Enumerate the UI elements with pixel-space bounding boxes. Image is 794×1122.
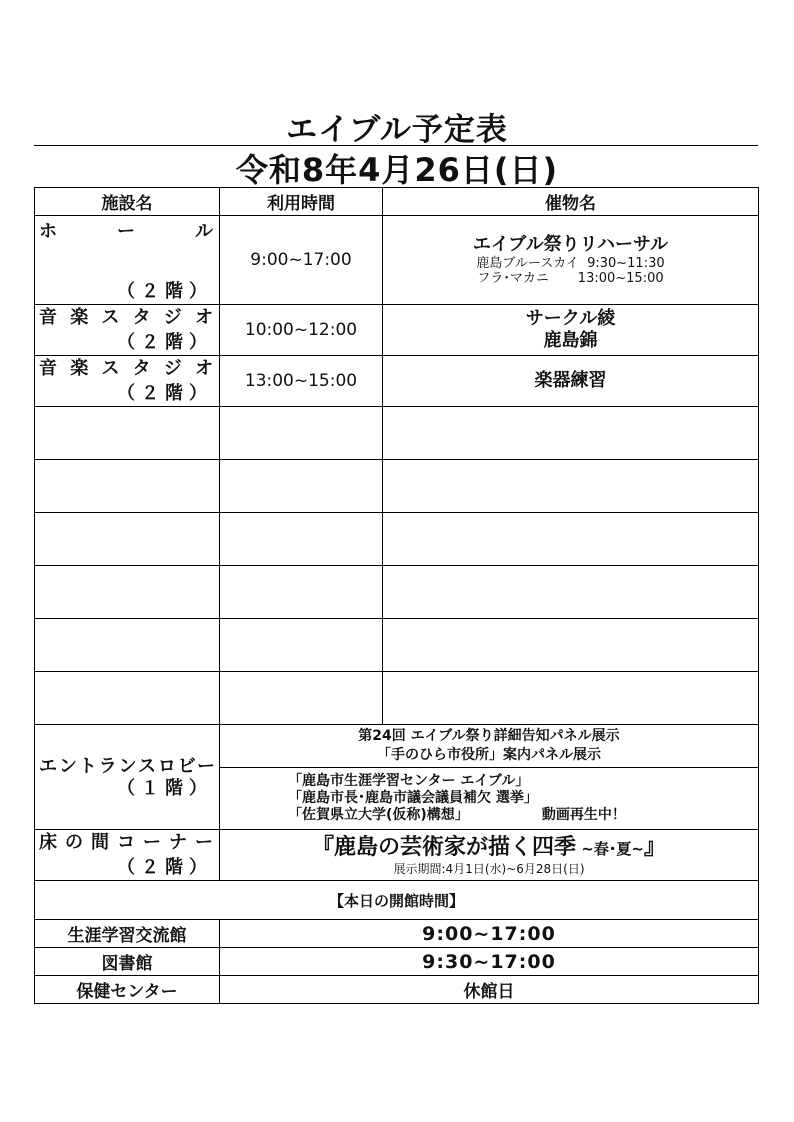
table-row-empty xyxy=(35,566,759,619)
facility-name: 音楽スタジオ xyxy=(39,358,215,379)
empty-cell xyxy=(35,407,220,460)
event-name: 鹿島錦 xyxy=(543,330,598,351)
empty-cell xyxy=(220,566,383,619)
hours-facility: 図書館 xyxy=(35,948,220,976)
empty-cell xyxy=(35,566,220,619)
empty-cell xyxy=(220,407,383,460)
time-cell: 9:00~17:00 xyxy=(220,216,383,305)
table-row xyxy=(35,725,759,768)
empty-cell xyxy=(383,619,759,672)
exhibition-title-season: ~春･夏~ xyxy=(576,839,644,858)
hours-time: 休館日 xyxy=(220,976,759,1004)
empty-cell xyxy=(35,672,220,725)
facility-floor: （２階） xyxy=(117,857,213,878)
lobby-video-cell xyxy=(220,768,759,830)
facility-name: エントランスロビー xyxy=(39,756,215,777)
hours-row xyxy=(35,948,759,976)
facility-name: 床の間コーナー xyxy=(39,832,215,853)
table-row xyxy=(35,305,759,356)
facility-cell xyxy=(35,356,220,407)
hours-facility: 保健センター xyxy=(35,976,220,1004)
header-event: 催物名 xyxy=(383,188,759,216)
hours-header-row xyxy=(35,881,759,920)
empty-cell xyxy=(383,460,759,513)
facility-cell xyxy=(35,830,220,881)
hours-facility: 生涯学習交流館 xyxy=(35,920,220,948)
table-row xyxy=(35,216,759,305)
exhibition-title xyxy=(220,835,758,862)
event-detail: フラ･マカニ 13:00~15:00 xyxy=(477,271,664,286)
hours-time: 9:30~17:00 xyxy=(220,948,759,976)
facility-cell xyxy=(35,305,220,356)
facility-floor: （２階） xyxy=(117,281,213,302)
facility-name: ホ ー ル xyxy=(39,221,215,242)
table-row-empty xyxy=(35,460,759,513)
lobby-exhibit-cell xyxy=(220,725,759,768)
hours-row xyxy=(35,976,759,1004)
table-row-empty xyxy=(35,513,759,566)
exhibition-cell xyxy=(220,830,759,881)
empty-cell xyxy=(35,460,220,513)
time-cell: 10:00~12:00 xyxy=(220,305,383,356)
empty-cell xyxy=(383,566,759,619)
header-time: 利用時間 xyxy=(220,188,383,216)
event-cell xyxy=(383,216,759,305)
exhibition-title-end: 』 xyxy=(643,834,666,860)
lobby-exhibit-line: 第24回 エイブル祭り詳細告知パネル展示 xyxy=(358,728,620,745)
hours-time: 9:00~17:00 xyxy=(220,920,759,948)
facility-cell xyxy=(35,216,220,305)
event-detail: 鹿島ブルースカイ 9:30~11:30 xyxy=(476,256,665,271)
exhibition-title-main: 『鹿島の芸術家が描く四季 xyxy=(312,834,577,860)
event-name: サークル綾 xyxy=(525,308,616,329)
event-name: 楽器練習 xyxy=(534,370,607,391)
table-row-empty xyxy=(35,672,759,725)
event-cell xyxy=(383,305,759,356)
lobby-exhibit-line: 「手のひら市役所」案内パネル展示 xyxy=(377,747,601,764)
facility-name: 音楽スタジオ xyxy=(39,307,215,328)
empty-cell xyxy=(220,460,383,513)
empty-cell xyxy=(220,513,383,566)
schedule-table xyxy=(34,187,759,1004)
table-row-empty xyxy=(35,407,759,460)
table-row-empty xyxy=(35,619,759,672)
empty-cell xyxy=(35,619,220,672)
empty-cell xyxy=(35,513,220,566)
empty-cell xyxy=(383,672,759,725)
header-facility: 施設名 xyxy=(35,188,220,216)
empty-cell xyxy=(220,672,383,725)
table-row xyxy=(35,356,759,407)
empty-cell xyxy=(383,407,759,460)
lobby-video-line: 「鹿島市生涯学習センター エイブル」 xyxy=(288,773,530,790)
lobby-video-line: 「佐賀県立大学(仮称)構想」 動画再生中！ xyxy=(288,807,626,824)
page-title: エイブル予定表 xyxy=(286,112,508,148)
facility-floor: （２階） xyxy=(117,332,213,353)
exhibition-period: 展示期間:4月1日(水)~6月28日(日) xyxy=(393,861,585,876)
hours-row xyxy=(35,920,759,948)
empty-cell xyxy=(220,619,383,672)
page-date: 令和8年4月26日(日) xyxy=(235,151,559,189)
event-name: エイブル祭りリハーサル xyxy=(472,234,669,255)
hours-header: 【本日の開館時間】 xyxy=(35,881,759,920)
table-header-row xyxy=(35,188,759,216)
facility-cell xyxy=(35,725,220,830)
lobby-video-line: 「鹿島市長･鹿島市議会議員補欠 選挙」 xyxy=(288,790,538,807)
time-cell: 13:00~15:00 xyxy=(220,356,383,407)
event-cell xyxy=(383,356,759,407)
table-row xyxy=(35,830,759,881)
empty-cell xyxy=(383,513,759,566)
facility-floor: （１階） xyxy=(117,778,213,799)
facility-floor: （２階） xyxy=(117,383,213,404)
